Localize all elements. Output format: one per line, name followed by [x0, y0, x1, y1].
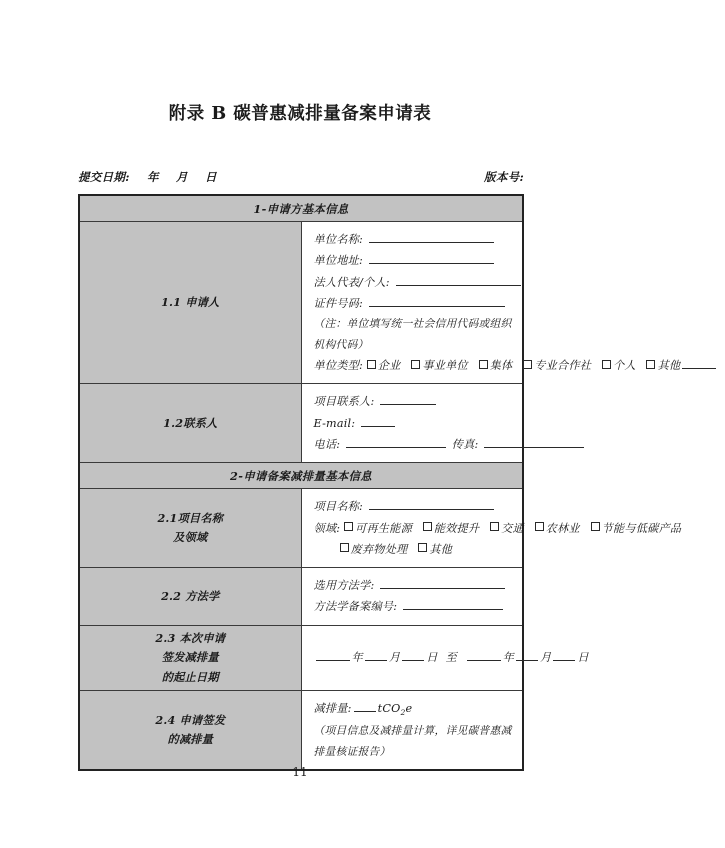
label-reduction-amount	[79, 691, 301, 770]
checkbox-icon[interactable]	[367, 360, 376, 369]
domain-option-waste[interactable]	[340, 539, 408, 560]
org-type-option-cooperative-label: 专业合作社	[534, 359, 592, 373]
start-year-unit: 年	[351, 651, 363, 664]
field-project-name[interactable]	[314, 496, 515, 517]
email-label: E-mail:	[313, 416, 356, 430]
org-name-label: 单位名称:	[313, 233, 364, 246]
domain-label: 领域:	[313, 521, 341, 535]
legal-rep-label: 法人代表/个人:	[313, 275, 390, 289]
org-type-other-input[interactable]	[682, 358, 716, 370]
field-phone-fax[interactable]	[314, 434, 515, 455]
label-reduction-amount-line2: 的减排量	[167, 732, 214, 747]
org-address-label: 单位地址:	[313, 254, 364, 268]
start-day-unit: 日	[426, 651, 438, 664]
label-issuance-period-line3: 的起止日期	[161, 669, 219, 684]
label-project-name-domain	[79, 489, 301, 568]
methodology-code-input[interactable]	[403, 599, 503, 611]
field-reduction-amount[interactable]	[314, 698, 515, 721]
field-id-number[interactable]	[314, 293, 515, 314]
reduction-amount-label: 减排量:	[313, 702, 352, 716]
cell-applicant-fields	[301, 222, 681, 384]
label-project-name-domain-line1: 2.1项目名称	[157, 510, 224, 525]
checkbox-icon[interactable]	[344, 522, 353, 531]
section-1-header-row	[79, 195, 523, 222]
field-methodology-code[interactable]	[314, 596, 515, 617]
field-legal-rep[interactable]	[314, 272, 515, 293]
checkbox-icon[interactable]	[479, 360, 488, 369]
checkbox-icon[interactable]	[523, 360, 532, 369]
domain-option-lowcarbon-products[interactable]	[591, 518, 682, 539]
org-type-option-institution-label: 事业单位	[422, 359, 468, 373]
checkbox-icon[interactable]	[418, 543, 427, 552]
contact-person-label: 项目联系人:	[313, 395, 375, 409]
end-day-input[interactable]	[553, 649, 575, 661]
project-name-input[interactable]	[369, 499, 494, 511]
checkbox-icon[interactable]	[646, 360, 655, 369]
domain-option-agroforestry[interactable]	[535, 518, 580, 539]
domain-option-other-label: 其他	[429, 542, 452, 556]
org-type-option-other[interactable]	[646, 355, 718, 376]
reduction-unit-prefix: tCO	[377, 702, 401, 716]
start-month-input[interactable]	[365, 649, 387, 661]
section-1-header: 1-申请方基本信息	[79, 195, 523, 222]
cell-contact-fields	[301, 384, 523, 463]
field-contact-person[interactable]	[314, 391, 515, 412]
page-title: 附录 B 碳普惠减排量备案申请表	[168, 104, 432, 124]
domain-option-renewable-label: 可再生能源	[355, 521, 412, 535]
legal-rep-input[interactable]	[396, 274, 521, 286]
phone-label: 电话:	[313, 437, 341, 451]
reduction-unit-suffix: e	[405, 702, 413, 716]
row-methodology	[79, 568, 523, 626]
field-org-type[interactable]	[313, 355, 681, 376]
methodology-code-label: 方法学备案编号:	[313, 600, 398, 614]
org-type-option-collective-label: 集体	[489, 359, 513, 373]
domain-option-other[interactable]	[418, 539, 452, 560]
domain-option-efficiency-label: 能效提升	[433, 521, 480, 535]
phone-input[interactable]	[346, 436, 446, 448]
end-month-input[interactable]	[516, 649, 538, 661]
section-2-header: 2-申请备案减排量基本信息	[79, 463, 523, 489]
label-applicant: 1.1 申请人	[79, 222, 301, 384]
label-methodology: 2.2 方法学	[79, 568, 301, 626]
field-date-range[interactable]	[314, 639, 589, 677]
reduction-unit-subscript: 2	[400, 708, 406, 718]
org-type-label: 单位类型:	[313, 359, 364, 373]
cell-project-name-domain-fields	[301, 489, 682, 568]
checkbox-icon[interactable]	[340, 543, 349, 552]
reduction-amount-note: （项目信息及减排量计算，详见碳普惠减排量核证报告）	[313, 724, 512, 758]
label-project-name-domain-line2: 及领域	[173, 530, 208, 545]
org-type-option-individual-label: 个人	[612, 359, 636, 373]
org-type-option-cooperative[interactable]	[523, 355, 591, 376]
label-issuance-period	[79, 625, 301, 691]
field-domain-row2[interactable]	[314, 539, 515, 560]
label-contact: 1.2联系人	[79, 384, 301, 463]
start-month-unit: 月	[388, 651, 401, 664]
domain-option-lowcarbon-products-label: 节能与低碳产品	[601, 521, 682, 535]
row-project-name-domain	[79, 489, 523, 568]
row-contact	[79, 384, 523, 463]
checkbox-icon[interactable]	[411, 360, 420, 369]
methodology-label: 选用方法学:	[313, 579, 375, 593]
application-form-table	[78, 194, 682, 771]
id-number-input[interactable]	[369, 295, 505, 307]
fax-input[interactable]	[484, 436, 584, 448]
org-type-option-collective[interactable]	[479, 355, 513, 376]
checkbox-icon[interactable]	[490, 522, 499, 531]
org-type-option-individual[interactable]	[602, 355, 636, 376]
field-org-address[interactable]	[314, 250, 515, 271]
checkbox-icon[interactable]	[423, 522, 432, 531]
row-applicant	[79, 222, 523, 384]
checkbox-icon[interactable]	[535, 522, 544, 531]
org-name-input[interactable]	[369, 231, 494, 243]
domain-option-renewable[interactable]	[344, 518, 412, 539]
reduction-amount-input[interactable]	[354, 701, 376, 713]
domain-option-transport-label: 交通	[501, 521, 524, 535]
domain-option-transport[interactable]	[490, 518, 524, 539]
org-type-option-enterprise[interactable]	[367, 355, 401, 376]
label-reduction-amount-line1: 2.4 申请签发	[155, 712, 226, 727]
date-range-separator: 至	[445, 651, 457, 664]
fax-label: 传真:	[451, 437, 479, 451]
start-day-input[interactable]	[402, 649, 424, 661]
end-year-unit: 年	[502, 651, 514, 664]
org-type-option-other-label: 其他	[657, 359, 681, 373]
checkbox-icon[interactable]	[602, 360, 611, 369]
section-2-header-row	[79, 463, 523, 489]
org-type-option-enterprise-label: 企业	[377, 359, 401, 373]
checkbox-icon[interactable]	[591, 522, 600, 531]
project-name-label: 项目名称:	[313, 500, 364, 514]
domain-option-agroforestry-label: 农林业	[545, 521, 580, 535]
end-day-unit: 日	[577, 651, 589, 664]
cell-methodology-fields	[301, 568, 523, 626]
cell-reduction-amount-fields	[301, 691, 523, 770]
end-month-unit: 月	[539, 651, 552, 664]
org-address-input[interactable]	[369, 253, 494, 265]
row-reduction-amount	[79, 691, 523, 770]
methodology-input[interactable]	[380, 577, 505, 589]
field-org-name[interactable]	[314, 229, 515, 250]
domain-option-efficiency[interactable]	[423, 518, 480, 539]
id-number-label: 证件号码:	[313, 296, 364, 310]
page-number: 11	[292, 765, 308, 779]
cell-issuance-period-fields	[301, 625, 589, 691]
label-issuance-period-line2: 签发减排量	[161, 650, 219, 665]
org-type-option-institution[interactable]	[411, 355, 468, 376]
field-email[interactable]	[314, 413, 515, 434]
submit-date-label: 提交日期: 年 月 日	[78, 170, 217, 184]
row-issuance-period	[79, 625, 523, 691]
contact-person-input[interactable]	[380, 394, 436, 406]
email-input[interactable]	[361, 415, 395, 427]
field-domain-row1[interactable]	[313, 518, 682, 539]
end-year-input[interactable]	[467, 649, 501, 661]
label-issuance-period-line1: 2.3 本次申请	[155, 630, 226, 645]
meta-row	[78, 169, 524, 185]
start-year-input[interactable]	[316, 649, 350, 661]
version-label: 版本号:	[484, 170, 524, 184]
field-methodology[interactable]	[314, 575, 515, 596]
id-number-note: （注：单位填写统一社会信用代码或组织机构代码）	[313, 317, 512, 351]
domain-option-waste-label: 废弃物处理	[350, 542, 408, 556]
